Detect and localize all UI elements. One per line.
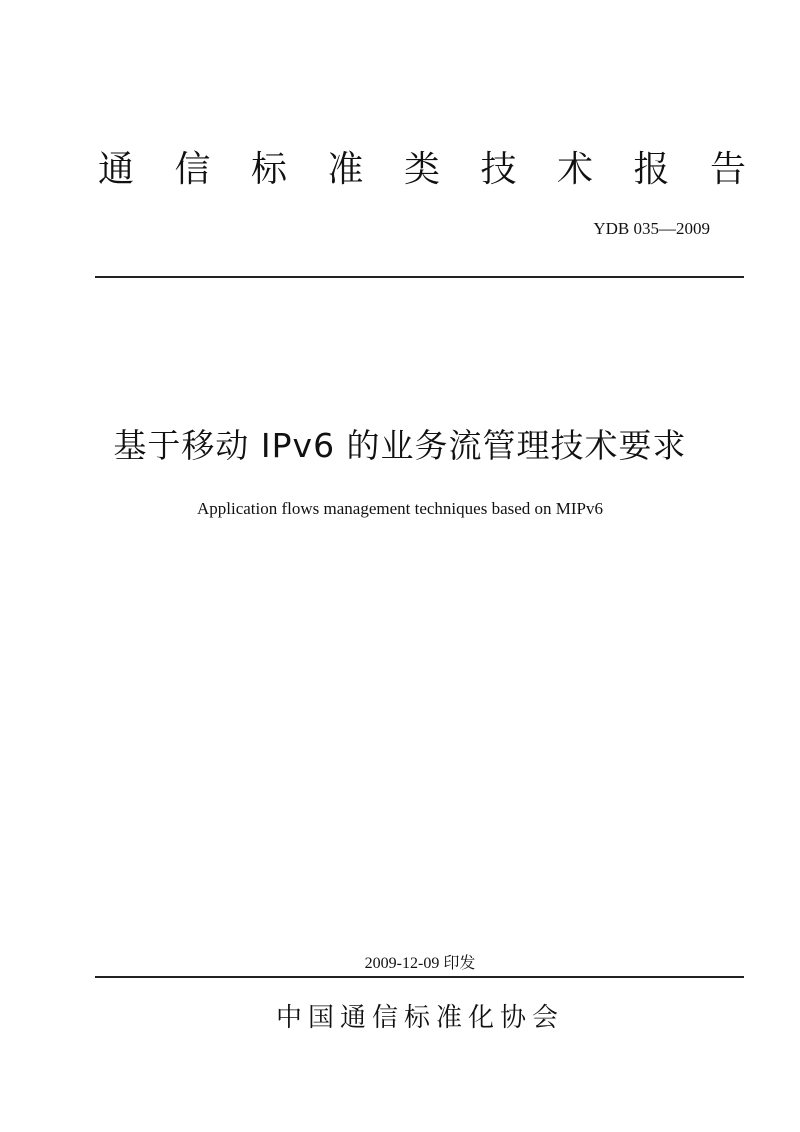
doc-type-char: 报 [633, 149, 670, 190]
issue-date: 2009-12-09 印发 [364, 955, 476, 972]
doc-type-char: 类 [403, 149, 440, 190]
doc-type-char: 告 [709, 149, 746, 190]
title-english: Application flows management techniques based on MIPv6 [196, 499, 604, 518]
document-type-heading [96, 142, 748, 198]
doc-type-char: 通 [97, 149, 134, 190]
document-number: YDB 035—2009 [593, 219, 710, 238]
bottom-divider [95, 976, 744, 978]
doc-type-char: 准 [327, 149, 364, 190]
issuing-organization: 中国通信标准化协会 [275, 1003, 564, 1033]
doc-type-char: 标 [250, 149, 287, 190]
doc-type-char: 信 [174, 149, 211, 190]
doc-type-char: 技 [480, 149, 517, 190]
title-chinese: 基于移动 IPv6 的业务流管理技术要求 [113, 426, 687, 465]
doc-type-char: 术 [556, 149, 593, 190]
top-divider [95, 276, 744, 278]
